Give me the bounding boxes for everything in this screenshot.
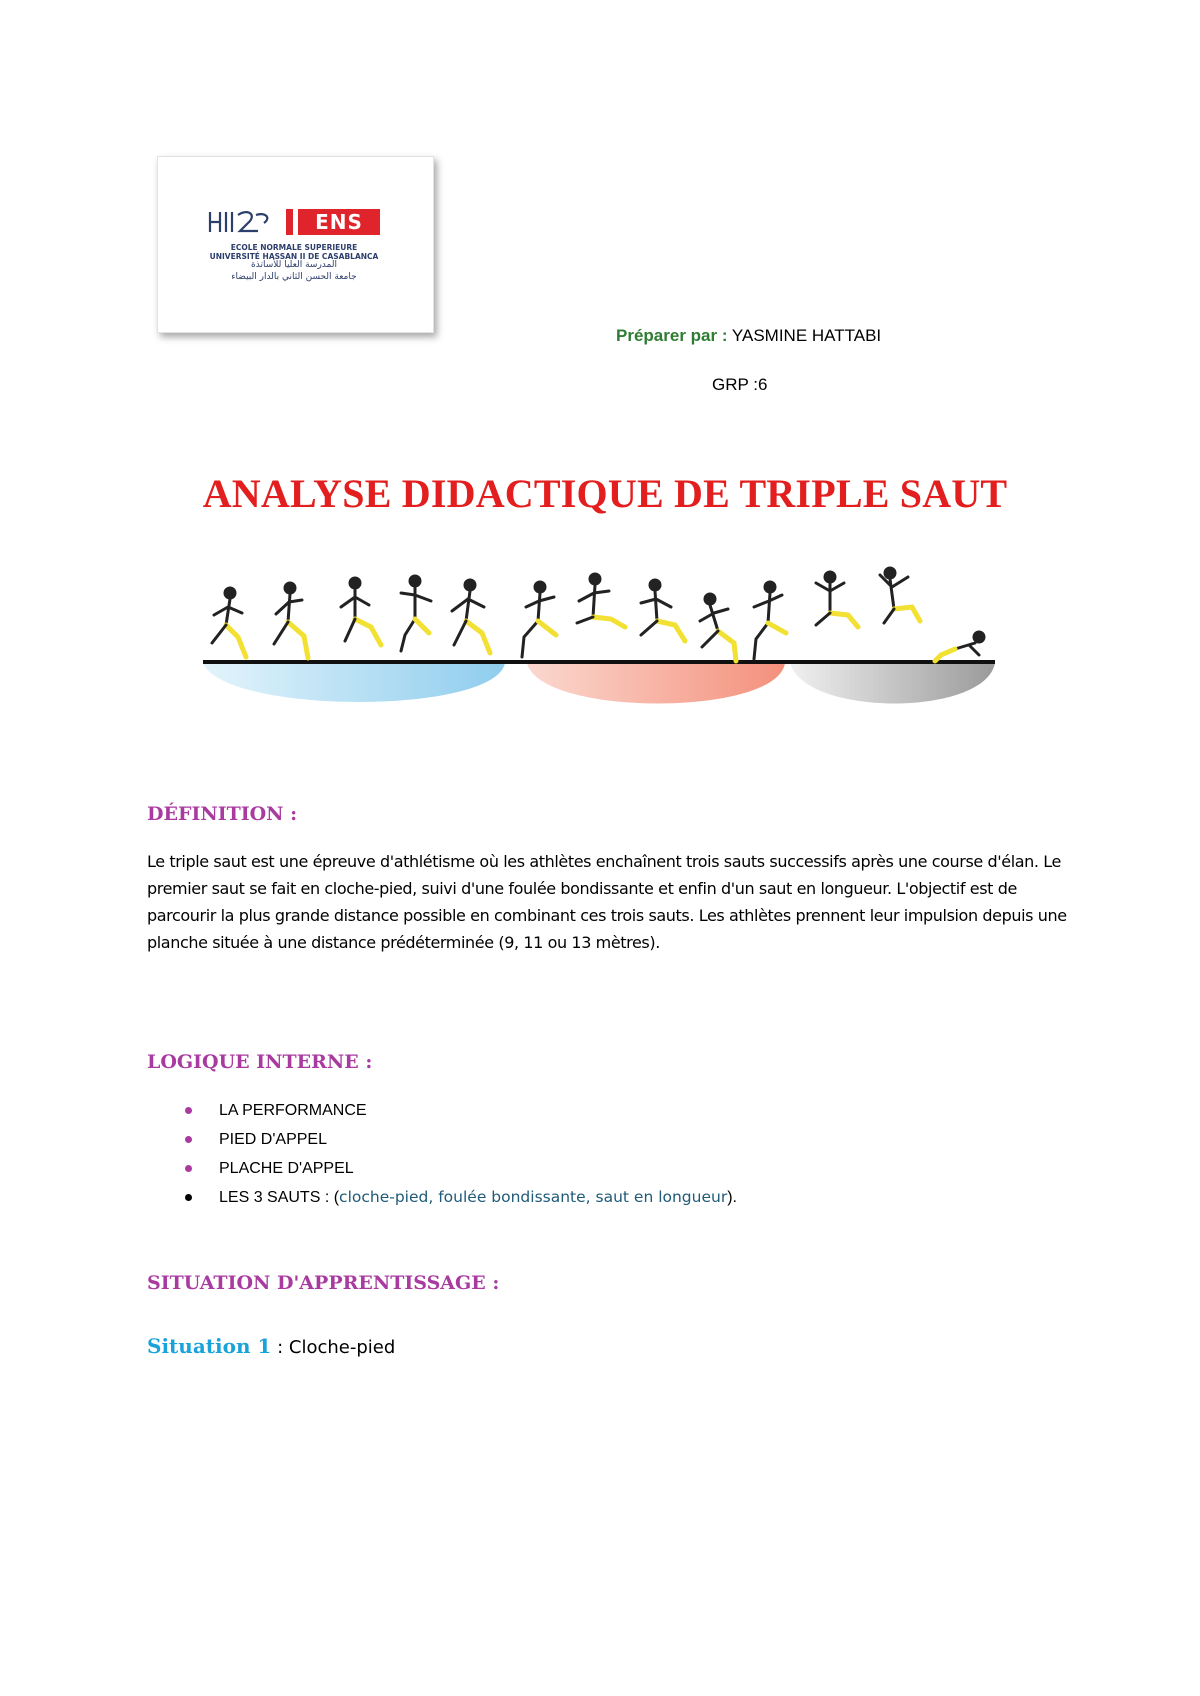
list-item-text: LES 3 SAUTS : ( <box>219 1189 340 1206</box>
list-item <box>185 1096 737 1125</box>
logo-line-1: ECOLE NORMALE SUPERIEURE <box>230 243 358 252</box>
bullet-icon <box>185 1194 192 1201</box>
bullet-icon <box>185 1136 192 1143</box>
situation-sep: : <box>271 1337 289 1358</box>
situation-heading: SITUATION D'APPRENTISSAGE : <box>147 1272 500 1294</box>
logo-line-3: المدرسة العليا للأساتذة <box>251 260 337 270</box>
school-logo <box>157 156 434 333</box>
triple-jump-illustration <box>195 565 1005 725</box>
definition-heading: DÉFINITION : <box>147 803 298 825</box>
list-item-suffix: ). <box>727 1189 737 1206</box>
situation-value: Cloche-pied <box>288 1337 396 1358</box>
phase-hop <box>203 663 505 702</box>
definition-text: Le triple saut est une épreuve d'athlétisme où les athlètes enchaînent trois sauts successifs après une course d'élan. Le premier saut se fait en cloche-pied, suivi d'une foulée bondissante et enfin d'un saut en longueur. L'objectif est de parcourir la plus grande distance possible en combinant ces trois sauts. Les athlètes prennent leur impulsion depuis une planche située à une distance prédéterminée (9, 11 ou 13 mètres). <box>147 852 1067 952</box>
prepared-by-label: Préparer par : <box>616 326 728 345</box>
situation-1 <box>147 1334 395 1358</box>
logic-heading: LOGIQUE INTERNE : <box>147 1051 373 1073</box>
group-number: GRP :6 <box>712 375 768 394</box>
list-item-text: LA PERFORMANCE <box>219 1102 367 1119</box>
list-item-text: PLACHE D'APPEL <box>219 1160 354 1177</box>
athlete-figures <box>212 568 984 661</box>
logic-list <box>185 1096 737 1212</box>
logo-ens-label: ENS <box>298 209 380 235</box>
situation-label: Situation 1 <box>147 1334 272 1358</box>
list-item <box>185 1154 737 1183</box>
logo-line-2: UNIVERSITÉ HASSAN II DE CASABLANCA <box>209 252 379 261</box>
university-logo-icon <box>206 209 286 235</box>
bullet-icon <box>185 1107 192 1114</box>
list-item-detail: cloche-pied, foulée bondissante, saut en longueur <box>339 1188 728 1206</box>
list-item <box>185 1125 737 1154</box>
page-title: ANALYSE DIDACTIQUE DE TRIPLE SAUT <box>202 471 1008 516</box>
logo-line-4: جامعة الحسن الثاني بالدار البيضاء <box>231 272 357 282</box>
list-item-text: PIED D'APPEL <box>219 1131 327 1148</box>
phase-step <box>527 663 785 704</box>
phase-jump <box>790 663 995 704</box>
logo-divider <box>286 209 293 235</box>
bullet-icon <box>185 1165 192 1172</box>
author-name: YASMINE HATTABI <box>727 326 882 345</box>
prepared-by <box>616 326 881 346</box>
list-item <box>185 1183 737 1212</box>
